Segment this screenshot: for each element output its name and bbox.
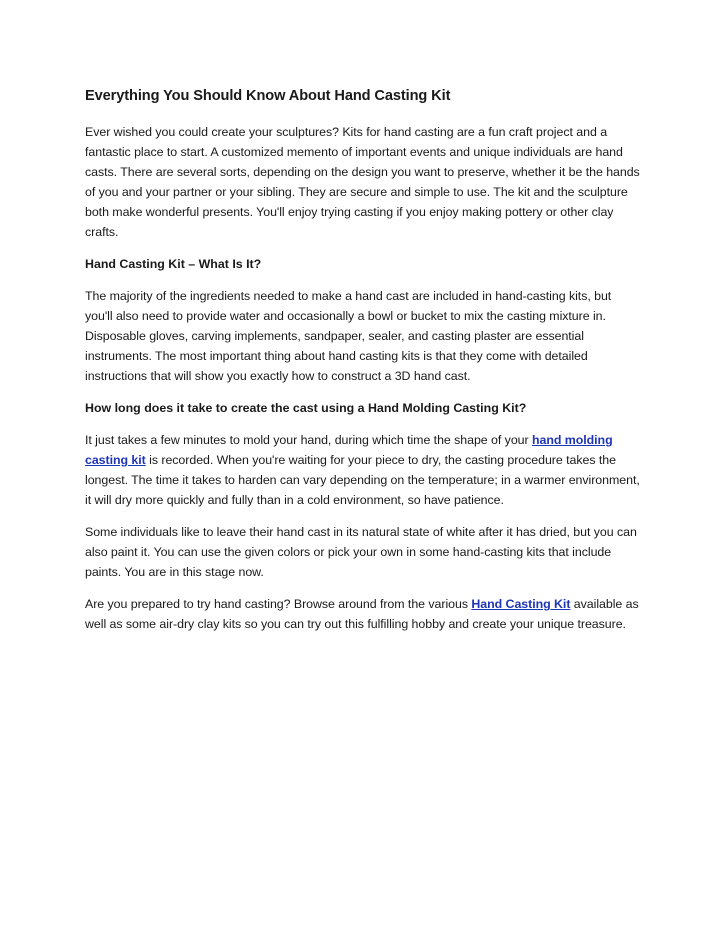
hand-casting-kit-link[interactable]: Hand Casting Kit bbox=[471, 597, 571, 611]
how-long-paragraph bbox=[85, 430, 641, 510]
how-long-text-after: is recorded. When you're waiting for your piece to dry, the casting procedure takes the longest. The time it takes to harden can vary depending on the temperature; in a warmer environment, it will dry more quickly and fully than in a cold environment, so have patience. bbox=[85, 453, 640, 507]
document-page bbox=[85, 86, 641, 646]
closing-text-before: Are you prepared to try hand casting? Browse around from the various bbox=[85, 597, 472, 611]
what-is-it-paragraph: The majority of the ingredients needed to make a hand cast are included in hand-casting kits, but you'll also need to provide water and occasionally a bowl or bucket to mix the casting mixture in. Disposable gloves, carving implements, sandpaper, sealer, and casting plaster are essential instruments. The most important thing about hand casting kits is that they come with detailed instructions that will show you exactly how to construct a 3D hand cast. bbox=[85, 289, 612, 383]
document-title: Everything You Should Know About Hand Casting Kit bbox=[85, 88, 451, 104]
how-long-text-before: It just takes a few minutes to mold your hand, during which time the shape of your bbox=[85, 433, 532, 447]
closing-paragraph bbox=[85, 594, 641, 634]
hand-molding-casting-kit-link[interactable]: hand molding casting kit bbox=[85, 433, 613, 467]
painting-paragraph: Some individuals like to leave their hand cast in its natural state of white after it has dried, but you can also paint it. You can use the given colors or pick your own in some hand-casting kits that include paints. You are in this stage now. bbox=[85, 525, 637, 579]
section-heading-what-is-it: Hand Casting Kit – What Is It? bbox=[85, 257, 262, 271]
section-heading-how-long: How long does it take to create the cast using a Hand Molding Casting Kit? bbox=[85, 401, 527, 415]
closing-text-after: available as well as some air-dry clay kits so you can try out this fulfilling hobby and create your unique treasure. bbox=[85, 597, 639, 631]
intro-paragraph: Ever wished you could create your sculptures? Kits for hand casting are a fun craft project and a fantastic place to start. A customized memento of important events and unique individuals are hand casts. There are several sorts, depending on the design you want to preserve, whether it be the hands of you and your partner or your sibling. They are secure and simple to use. The kit and the sculpture both make wonderful presents. You'll enjoy trying casting if you enjoy making pottery or other clay crafts. bbox=[85, 125, 640, 239]
